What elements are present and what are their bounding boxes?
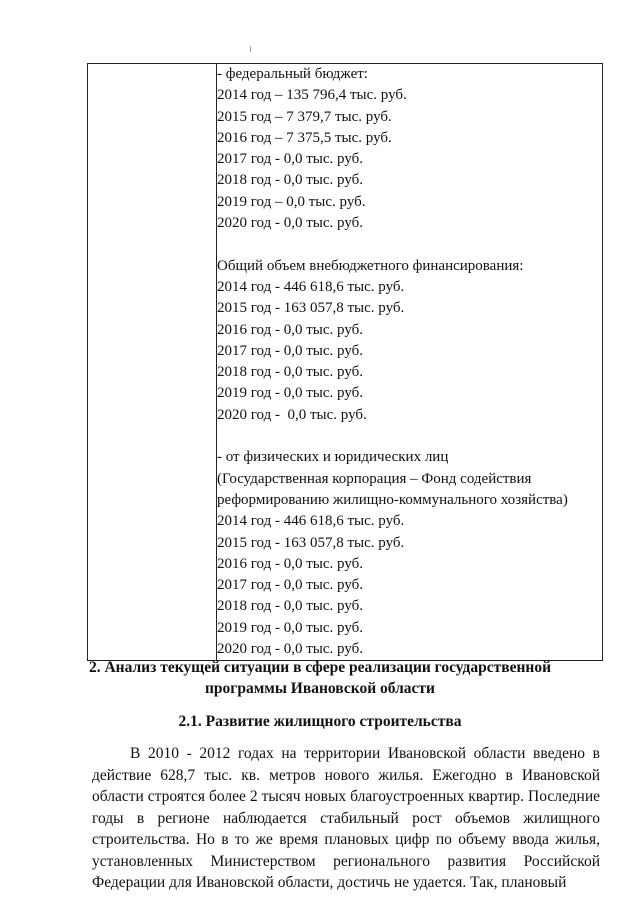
individuals-row: 2014 год - 446 618,6 тыс. руб.: [217, 513, 405, 530]
extrabudgetary-row: 2015 год - 163 057,8 тыс. руб.: [217, 300, 405, 317]
individuals-row: 2015 год - 163 057,8 тыс. руб.: [217, 534, 405, 551]
individuals-row: 2016 год - 0,0 тыс. руб.: [217, 555, 364, 572]
section-2-1-title: 2.1. Развитие жилищного строительства: [178, 713, 462, 730]
federal-budget-heading: - федеральный бюджет:: [217, 66, 368, 82]
individuals-row: 2018 год - 0,0 тыс. руб.: [217, 598, 364, 615]
individuals-row: 2019 год - 0,0 тыс. руб.: [217, 619, 364, 636]
extrabudgetary-row: 2016 год - 0,0 тыс. руб.: [217, 321, 364, 338]
extrabudgetary-row: 2017 год - 0,0 тыс. руб.: [217, 342, 364, 359]
paragraph-text: В 2010 - 2012 годах на территории Ивановской области введено в действие 628,7 тыс. кв. метров нового жилья. Ежегодно в Ивановской области строятся более 2 тысяч новых благоустроенных квартир. Последние годы в регионе наблюдается стабильный рост объемов жилищного строительства. Но в то же время плановых цифр по объему ввода жилья, установленных Министерством регионального развития Российской Федерации для Ивановской области, достичь не удается. Так, плановый: [92, 745, 600, 891]
funding-table: [87, 63, 603, 661]
federal-budget-row: 2015 год – 7 379,7 тыс. руб.: [217, 108, 392, 125]
section-2-1-paragraph: [92, 743, 600, 894]
table-row: [88, 64, 603, 661]
individuals-row: 2020 год - 0,0 тыс. руб.: [217, 641, 364, 658]
federal-budget-row: 2017 год - 0,0 тыс. руб.: [217, 151, 364, 168]
federal-budget-row: 2014 год – 135 796,4 тыс. руб.: [217, 87, 407, 104]
spacer: [217, 426, 602, 447]
extrabudgetary-row: 2020 год - 0,0 тыс. руб.: [217, 406, 367, 423]
extrabudgetary-heading: Общий объем внебюджетного финансирования:: [217, 257, 524, 274]
page-mark: [250, 46, 251, 52]
table-right-cell: [217, 64, 603, 661]
spacer: [217, 234, 602, 255]
individuals-heading: (Государственная корпорация – Фонд содействия: [217, 470, 532, 487]
extrabudgetary-row: 2018 год - 0,0 тыс. руб.: [217, 364, 364, 381]
extrabudgetary-row: 2014 год - 446 618,6 тыс. руб.: [217, 278, 405, 295]
extrabudgetary-row: 2019 год - 0,0 тыс. руб.: [217, 385, 364, 402]
table-left-cell: [88, 64, 217, 661]
individuals-row: 2017 год - 0,0 тыс. руб.: [217, 577, 364, 594]
federal-budget-row: 2019 год – 0,0 тыс. руб.: [217, 193, 366, 210]
federal-budget-row: 2018 год - 0,0 тыс. руб.: [217, 172, 364, 189]
section-2-title: 2. Анализ текущей ситуации в сфере реализации государственной: [88, 659, 552, 676]
federal-budget-row: 2016 год – 7 375,5 тыс. руб.: [217, 129, 392, 146]
individuals-heading: - от физических и юридических лиц: [217, 449, 449, 466]
individuals-heading: реформированию жилищно-коммунального хозяйства): [217, 491, 568, 508]
federal-budget-row: 2020 год - 0,0 тыс. руб.: [217, 215, 364, 232]
section-2-title: программы Ивановской области: [205, 680, 435, 697]
